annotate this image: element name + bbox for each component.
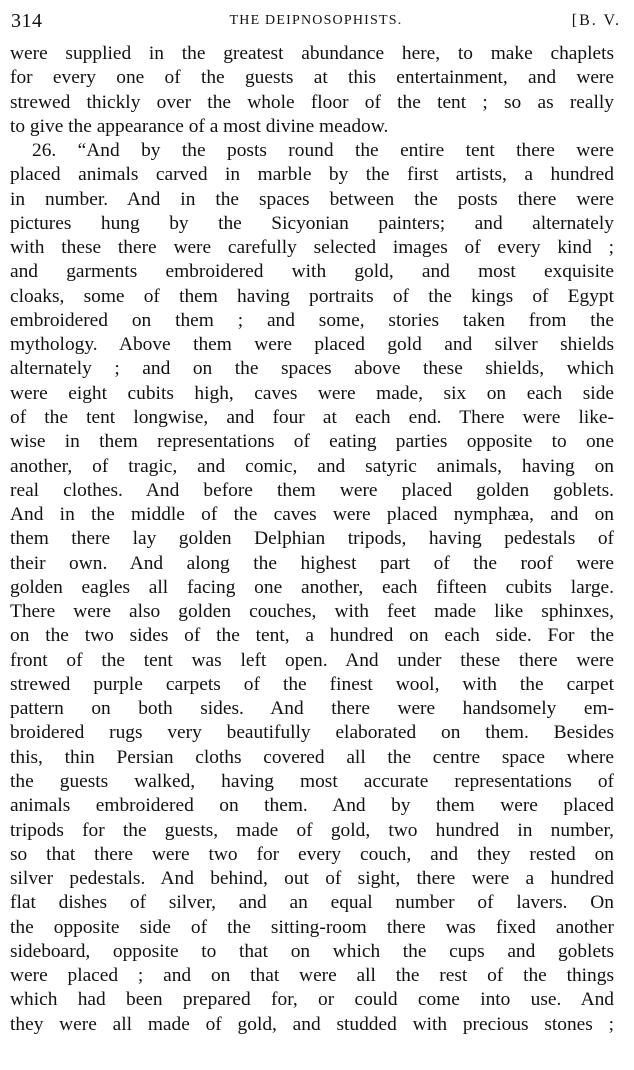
text-line: wise in them representations of eating parties opposite to one xyxy=(10,431,614,453)
text-line: silver pedestals. And behind, out of sight, there were a hundred xyxy=(10,868,614,890)
text-line: of the tent longwise, and four at each end. There were like- xyxy=(10,406,614,428)
text-line: to give the appearance of a most divine meadow. xyxy=(10,115,389,137)
text-line: so that there were two for every couch, and they rested on xyxy=(10,843,614,865)
text-line: broidered rugs very beautifully elaborated on them. Besides xyxy=(10,722,614,744)
text-line: the guests walked, having most accurate representations of xyxy=(10,770,614,792)
text-line: were placed ; and on that were all the rest of the things xyxy=(10,965,614,987)
text-line: with these there were carefully selected images of every kind ; xyxy=(10,237,614,259)
text-line: pictures hung by the Sicyonian painters; and alternately xyxy=(10,212,614,234)
text-line: placed animals carved in marble by the first artists, a hundred xyxy=(10,164,614,186)
text-line: for every one of the guests at this entertainment, and were xyxy=(10,67,614,89)
text-line: flat dishes of silver, and an equal number of lavers. On xyxy=(10,892,614,914)
text-line: embroidered on them ; and some, stories taken from the xyxy=(10,309,614,331)
text-line: alternately ; and on the spaces above these shields, which xyxy=(10,358,614,380)
text-line: were eight cubits high, caves were made, six on each side xyxy=(10,382,614,404)
text-line: sideboard, opposite to that on which the cups and goblets xyxy=(10,940,614,962)
text-line: mythology. Above them were placed gold and silver shields xyxy=(10,334,614,356)
text-line: front of the tent was left open. And under these there were xyxy=(10,649,614,671)
text-line: strewed thickly over the whole floor of the tent ; so as really xyxy=(10,91,614,113)
text-line: the opposite side of the sitting-room there was fixed another xyxy=(10,916,614,938)
text-line: animals embroidered on them. And by them were placed xyxy=(10,795,614,817)
text-line: in number. And in the spaces between the posts there were xyxy=(10,188,614,210)
text-line: and garments embroidered with gold, and most exquisite xyxy=(10,261,614,283)
text-line: which had been prepared for, or could come into use. And xyxy=(10,989,614,1011)
text-line: this, thin Persian cloths covered all the centre space where xyxy=(10,746,614,768)
text-line: strewed purple carpets of the finest wool, with the carpet xyxy=(10,673,614,695)
text-line: tripods for the guests, made of gold, two hundred in number, xyxy=(10,819,614,841)
text-line: another, of tragic, and comic, and satyric animals, having on xyxy=(10,455,614,477)
text-line: pattern on both sides. And there were handsomely em- xyxy=(10,698,614,720)
text-line: on the two sides of the tent, a hundred on each side. For the xyxy=(10,625,614,647)
text-line: cloaks, some of them having portraits of the kings of Egypt xyxy=(10,285,614,307)
text-line: their own. And along the highest part of the roof were xyxy=(10,552,614,574)
text-line: them there lay golden Delphian tripods, having pedestals of xyxy=(10,528,614,550)
text-line: 26. “And by the posts round the entire tent there were xyxy=(32,140,614,162)
text-line: real clothes. And before them were placed golden goblets. xyxy=(10,479,614,501)
text-line: And in the middle of the caves were placed nymphæa, and on xyxy=(10,504,614,526)
text-line: were supplied in the greatest abundance here, to make chaplets xyxy=(10,43,614,64)
body-text xyxy=(10,42,614,1037)
book-title: THE DEIPNOSOPHISTS. xyxy=(229,13,403,28)
running-head xyxy=(11,10,621,36)
page-number: 314 xyxy=(11,10,43,32)
book-section: [B. V. xyxy=(571,12,621,29)
text-line: they were all made of gold, and studded with precious stones ; xyxy=(10,1013,614,1035)
text-line: golden eagles all facing one another, each fifteen cubits large. xyxy=(10,576,614,598)
text-line: There were also golden couches, with feet made like sphinxes, xyxy=(10,601,614,623)
